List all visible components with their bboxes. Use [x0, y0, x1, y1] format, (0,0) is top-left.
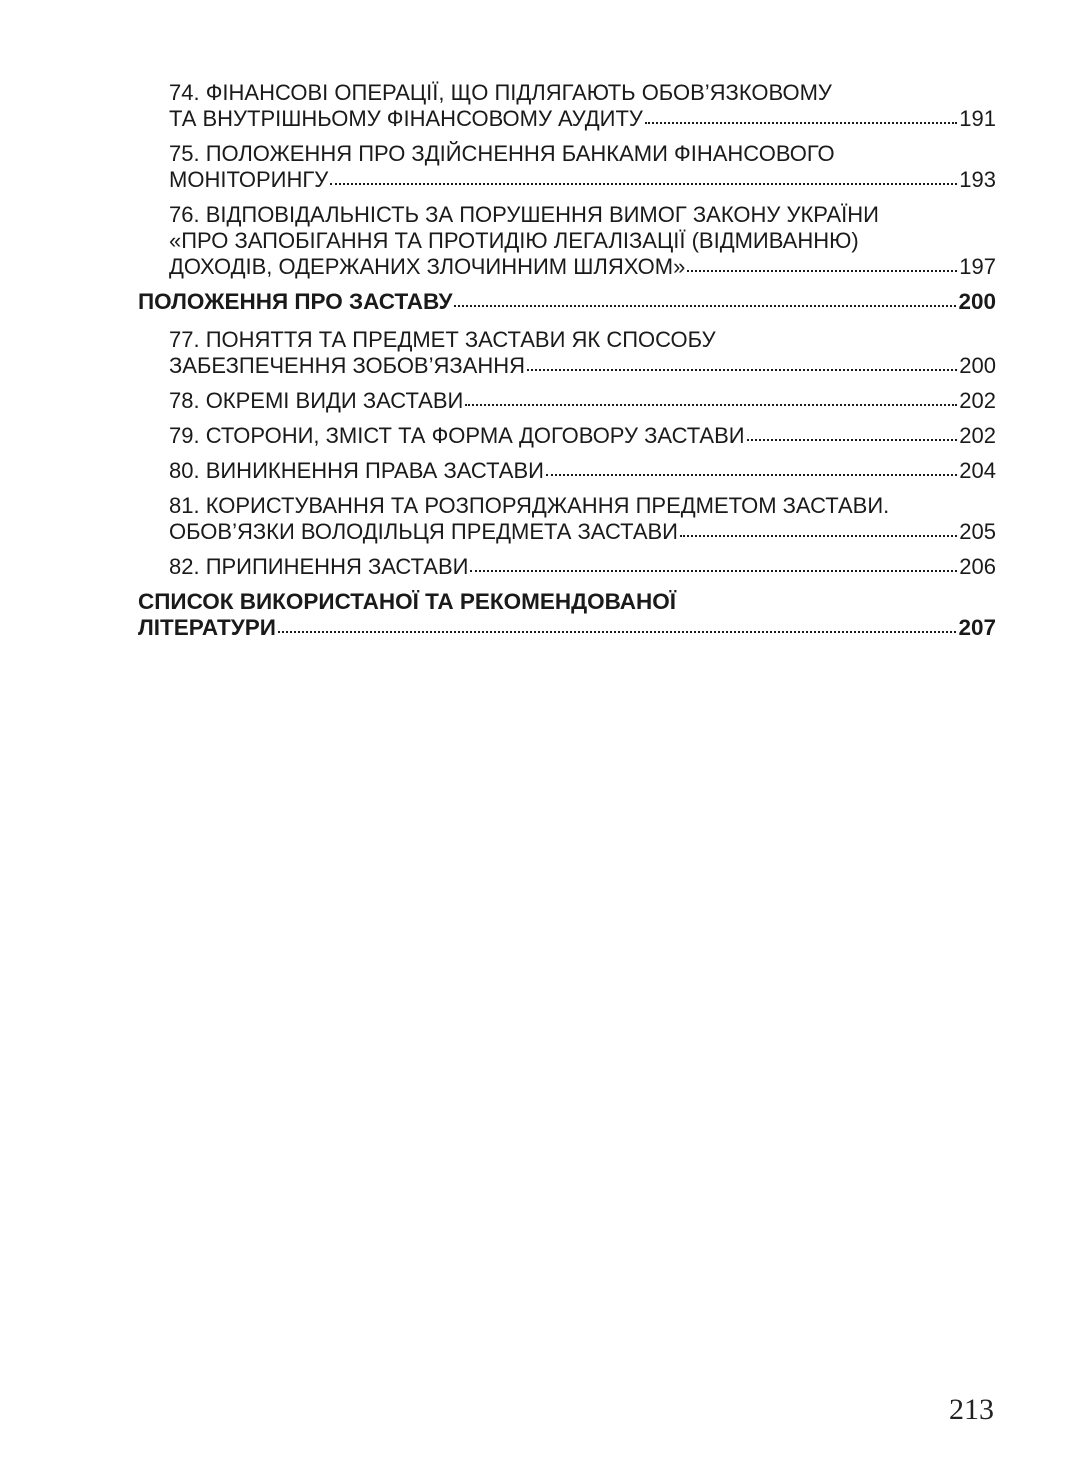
toc-page-number: 193 [959, 167, 996, 192]
dot-leader [680, 535, 957, 537]
dot-leader [527, 369, 957, 371]
toc-entry-81[interactable] [138, 493, 996, 545]
toc-page-number: 200 [959, 353, 996, 378]
toc-entry-title: 78. ОКРЕМІ ВИДИ ЗАСТАВИ [169, 388, 464, 413]
toc-page-number: 191 [959, 106, 996, 131]
toc-page-number: 202 [959, 388, 996, 413]
dot-leader [747, 439, 958, 441]
toc-entry-last-line [138, 615, 996, 641]
toc-page-number: 197 [959, 254, 996, 279]
toc-entry-title: ДОХОДІВ, ОДЕРЖАНИХ ЗЛОЧИННИМ ШЛЯХОМ» [169, 254, 686, 279]
toc-entry-line: 75. ПОЛОЖЕННЯ ПРО ЗДІЙСНЕННЯ БАНКАМИ ФІНАНСОВОГО [169, 141, 835, 166]
toc-entry-title: ЗАБЕЗПЕЧЕННЯ ЗОБОВ’ЯЗАННЯ [169, 353, 526, 378]
table-of-contents [138, 80, 996, 653]
toc-entry-last-line [169, 167, 996, 193]
toc-entry-line: 76. ВІДПОВІДАЛЬНІСТЬ ЗА ПОРУШЕННЯ ВИМОГ ЗАКОНУ УКРАЇНИ [169, 202, 879, 227]
toc-entry-last-line [138, 289, 996, 315]
dot-leader [645, 122, 957, 124]
toc-section-line: СПИСОК ВИКОРИСТАНОЇ ТА РЕКОМЕНДОВАНОЇ [138, 589, 677, 614]
toc-entry-last-line [169, 554, 996, 580]
toc-section-title: ПОЛОЖЕННЯ ПРО ЗАСТАВУ [138, 289, 453, 314]
dot-leader [278, 631, 957, 633]
toc-entry-last-line [169, 388, 996, 414]
page-number: 213 [949, 1393, 994, 1426]
toc-entry-title: 79. СТОРОНИ, ЗМІСТ ТА ФОРМА ДОГОВОРУ ЗАСТАВИ [169, 423, 745, 448]
toc-section-zastava[interactable] [138, 289, 996, 315]
toc-entry-title: МОНІТОРИНГУ [169, 167, 329, 192]
toc-entry-line: «ПРО ЗАПОБІГАННЯ ТА ПРОТИДІЮ ЛЕГАЛІЗАЦІЇ (ВІДМИВАННЮ) [169, 228, 859, 253]
toc-entry-last-line [169, 519, 996, 545]
toc-section-literature[interactable] [138, 589, 996, 641]
toc-entry-74[interactable] [138, 80, 996, 132]
toc-page-number: 206 [959, 554, 996, 579]
dot-leader [470, 570, 957, 572]
dot-leader [546, 474, 957, 476]
toc-entry-77[interactable] [138, 327, 996, 379]
toc-entry-last-line [169, 106, 996, 132]
toc-entry-82[interactable] [138, 554, 996, 580]
toc-page-number: 200 [958, 289, 996, 314]
toc-entry-76[interactable] [138, 202, 996, 280]
toc-entry-80[interactable] [138, 458, 996, 484]
dot-leader [330, 183, 957, 185]
toc-entry-last-line [169, 423, 996, 449]
dot-leader [465, 404, 957, 406]
toc-entry-title: 82. ПРИПИНЕННЯ ЗАСТАВИ [169, 554, 469, 579]
toc-entry-last-line [169, 353, 996, 379]
toc-section-title: ЛІТЕРАТУРИ [138, 615, 276, 640]
toc-page-number: 207 [958, 615, 996, 640]
toc-entry-last-line [169, 254, 996, 280]
toc-page-number: 204 [959, 458, 996, 483]
toc-entry-line: 74. ФІНАНСОВІ ОПЕРАЦІЇ, ЩО ПІДЛЯГАЮТЬ ОБОВ’ЯЗКОВОМУ [169, 80, 832, 105]
toc-entry-75[interactable] [138, 141, 996, 193]
toc-entry-title: 80. ВИНИКНЕННЯ ПРАВА ЗАСТАВИ [169, 458, 544, 483]
dot-leader [454, 305, 956, 307]
dot-leader [687, 270, 957, 272]
toc-entry-line: 81. КОРИСТУВАННЯ ТА РОЗПОРЯДЖАННЯ ПРЕДМЕТОМ ЗАСТАВИ. [169, 493, 890, 518]
toc-page-number: 205 [959, 519, 996, 544]
toc-page-number: 202 [959, 423, 996, 448]
toc-entry-78[interactable] [138, 388, 996, 414]
toc-entry-title: ТА ВНУТРІШНЬОМУ ФІНАНСОВОМУ АУДИТУ [169, 106, 643, 131]
toc-entry-line: 77. ПОНЯТТЯ ТА ПРЕДМЕТ ЗАСТАВИ ЯК СПОСОБУ [169, 327, 716, 352]
toc-entry-79[interactable] [138, 423, 996, 449]
toc-entry-last-line [169, 458, 996, 484]
toc-entry-title: ОБОВ’ЯЗКИ ВОЛОДІЛЬЦЯ ПРЕДМЕТА ЗАСТАВИ [169, 519, 678, 544]
